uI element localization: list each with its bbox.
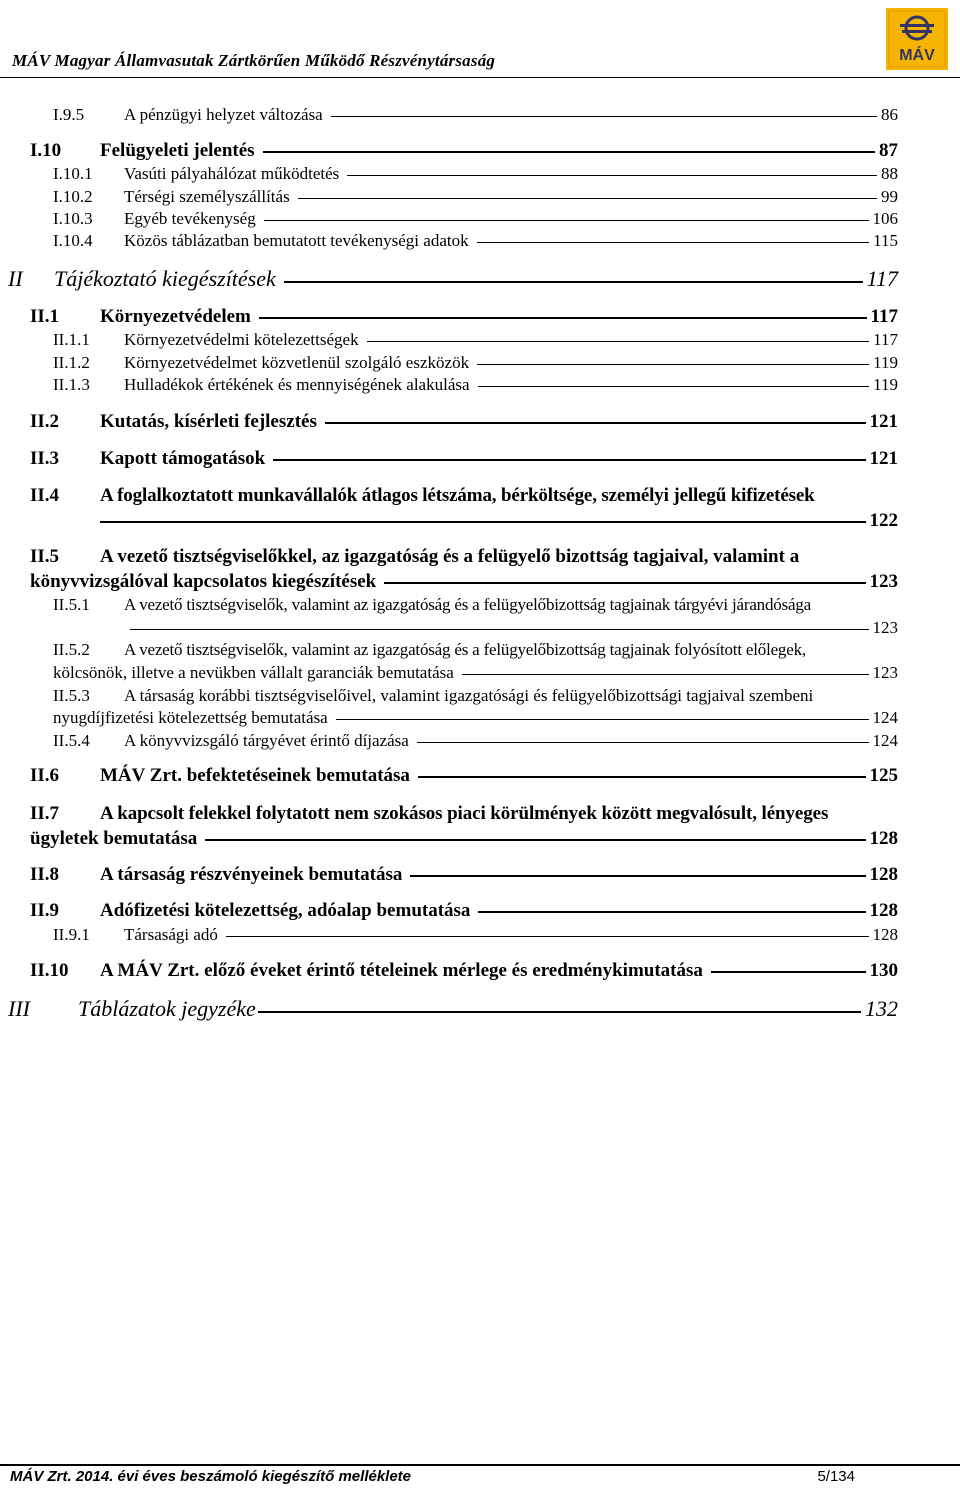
toc-title: A vezető tisztségviselőkkel, az igazgatóság és a felügyelő bizottság tagjaival, valamint a: [100, 546, 800, 567]
toc-leader: [384, 582, 865, 584]
toc-title-continued: kölcsönök, illetve a nevükben vállalt garanciák bemutatása: [53, 663, 454, 682]
toc-page: 128: [869, 828, 898, 849]
toc-page: 128: [872, 925, 898, 944]
toc-number: II.5: [30, 546, 60, 567]
toc-leader: [100, 521, 866, 523]
toc-number: II.7: [30, 803, 60, 824]
toc-page: 128: [869, 900, 898, 921]
toc-entry[interactable]: [53, 353, 898, 373]
toc-number: I.10: [30, 140, 62, 161]
toc-page: 115: [873, 231, 898, 250]
toc-leader: [264, 220, 869, 221]
toc-title: A könyvvizsgáló tárgyévet érintő díjazása: [124, 731, 409, 750]
toc-page: 123: [869, 571, 898, 592]
toc-title: A kapcsolt felekkel folytatott nem szokásos piaci körülmények között megvalósult, lényeges: [100, 803, 829, 824]
toc-entry[interactable]: [30, 306, 898, 328]
toc-leader: [336, 719, 869, 720]
toc-title: MÁV Zrt. befektetéseinek bemutatása: [100, 765, 410, 786]
toc-page: 88: [881, 164, 898, 183]
toc-number: II.8: [30, 864, 60, 885]
toc-number: I.10.2: [53, 187, 93, 206]
toc-entry[interactable]: [53, 925, 898, 945]
toc-title: A MÁV Zrt. előző éveket érintő tételeinek mérlege és eredménykimutatása: [100, 960, 703, 981]
toc-leader: [130, 629, 869, 630]
toc-page: 119: [873, 375, 898, 394]
toc-entry[interactable]: [53, 187, 898, 207]
company-name: MÁV Magyar Államvasutak Zártkörűen Működő Részvénytársaság: [12, 51, 496, 70]
toc-number: II.6: [30, 765, 60, 786]
toc-number: II.4: [30, 485, 60, 506]
toc-entry[interactable]: [53, 231, 898, 251]
toc-leader: [417, 742, 869, 743]
toc-title: Adófizetési kötelezettség, adóalap bemutatása: [100, 900, 471, 921]
toc-number: II.9.1: [53, 925, 90, 944]
toc-title: Táblázatok jegyzéke: [78, 996, 256, 1021]
toc-leader: [711, 971, 866, 973]
toc-entry[interactable]: [30, 960, 898, 982]
toc-title: A társaság részvényeinek bemutatása: [100, 864, 403, 885]
toc-number: II.3: [30, 448, 60, 469]
toc-title: A társaság korábbi tisztségviselőivel, valamint igazgatósági és felügyelőbizottsági tagjaival szembeni: [124, 686, 814, 705]
toc-leader: [273, 459, 865, 461]
toc-leader: [205, 839, 865, 841]
toc-page: 123: [872, 618, 898, 637]
toc-title-continued: könyvvizsgálóval kapcsolatos kiegészítések: [30, 571, 377, 592]
toc-leader: [263, 151, 875, 153]
toc-page: 123: [872, 663, 898, 682]
mav-logo-icon: [886, 8, 948, 70]
toc-leader: [462, 674, 869, 675]
toc-number: II.1.2: [53, 353, 90, 372]
toc-leader: [347, 175, 877, 176]
toc-entry[interactable]: [30, 765, 898, 787]
toc-title: A foglalkoztatott munkavállalók átlagos létszáma, bérköltsége, személyi jellegű kifizetések: [100, 485, 815, 506]
toc-title: Közös táblázatban bemutatott tevékenységi adatok: [124, 231, 469, 250]
toc-title: Egyéb tevékenység: [124, 209, 256, 228]
toc-leader: [418, 776, 866, 778]
toc-leader: [478, 386, 870, 387]
toc-number: II.2: [30, 411, 60, 432]
toc-title: Környezetvédelmet közvetlenül szolgáló eszközök: [124, 353, 470, 372]
toc-page: 121: [869, 411, 898, 432]
toc-leader: [410, 875, 865, 877]
toc-page: 86: [881, 105, 898, 124]
toc-title-continued: ügyletek bemutatása: [30, 828, 198, 849]
toc-number: II.1.3: [53, 375, 90, 394]
toc-number: I.10.4: [53, 231, 93, 250]
toc-page: 119: [873, 353, 898, 372]
toc-leader: [284, 281, 863, 283]
toc-page: 132: [865, 996, 898, 1021]
toc-title: Környezetvédelmi kötelezettségek: [124, 330, 359, 349]
toc-page: 121: [869, 448, 898, 469]
toc-title: A pénzügyi helyzet változása: [124, 105, 323, 124]
toc-number: II.5.4: [53, 731, 90, 750]
toc-page: 117: [870, 306, 898, 327]
toc-leader: [331, 116, 877, 117]
footer-rule: [0, 1464, 960, 1466]
toc-entry[interactable]: [30, 411, 898, 433]
toc-number: I.9.5: [53, 105, 85, 124]
toc-number: I.10.3: [53, 209, 93, 228]
toc-entry[interactable]: [8, 266, 898, 292]
toc-title: A vezető tisztségviselők, valamint az igazgatóság és a felügyelőbizottság tagjainak tárgyévi járandósága: [124, 595, 811, 614]
toc-leader: [477, 242, 870, 243]
toc-number: II.5.2: [53, 640, 90, 659]
toc-page: 122: [869, 510, 898, 531]
toc-leader: [258, 1011, 861, 1013]
toc-number: II.5.1: [53, 595, 90, 614]
toc-page: 130: [869, 960, 898, 981]
toc-title: A vezető tisztségviselők, valamint az igazgatóság és a felügyelőbizottság tagjainak folyósított előlegek,: [124, 640, 806, 659]
toc-entry[interactable]: [30, 140, 898, 162]
toc-page: 87: [879, 140, 898, 161]
toc-entry[interactable]: [30, 864, 898, 886]
toc-title-continued: nyugdíjfizetési kötelezettség bemutatása: [53, 708, 328, 727]
toc-leader: [325, 422, 866, 424]
toc-page: 124: [872, 708, 898, 727]
toc-entry[interactable]: [53, 105, 898, 125]
toc-page: 117: [873, 330, 898, 349]
toc-number: II.10: [30, 960, 69, 981]
toc-entry[interactable]: [53, 330, 898, 350]
toc-leader: [477, 364, 869, 365]
toc-number: II.1.1: [53, 330, 90, 349]
toc-entry[interactable]: [30, 448, 898, 470]
toc-title: Térségi személyszállítás: [124, 187, 290, 206]
toc-entry[interactable]: [8, 996, 898, 1022]
toc-page: 106: [872, 209, 898, 228]
toc-page: 125: [869, 765, 898, 786]
toc-title: Vasúti pályahálózat működtetés: [124, 164, 340, 183]
toc-number: II.5.3: [53, 686, 90, 705]
toc-page: 117: [866, 266, 898, 291]
toc-leader: [478, 911, 865, 913]
toc-entry[interactable]: [53, 375, 898, 395]
footer-page-number: 5/134: [817, 1468, 855, 1485]
toc-title: Környezetvédelem: [100, 306, 251, 327]
toc-title: Társasági adó: [124, 925, 218, 944]
toc-page: 99: [881, 187, 898, 206]
toc-page: 128: [869, 864, 898, 885]
toc-number: II.1: [30, 306, 60, 327]
toc-leader: [259, 317, 867, 319]
toc-number: I.10.1: [53, 164, 93, 183]
header-rule: [0, 77, 960, 78]
toc-number: III: [8, 996, 30, 1021]
toc-leader: [298, 198, 877, 199]
toc-page: 124: [872, 731, 898, 750]
toc-title: Felügyeleti jelentés: [100, 140, 255, 161]
toc-title: Kutatás, kísérleti fejlesztés: [100, 411, 317, 432]
toc-entry[interactable]: [30, 900, 898, 922]
toc-title: Tájékoztató kiegészítések: [54, 266, 276, 291]
footer-title: MÁV Zrt. 2014. évi éves beszámoló kiegészítő melléklete: [10, 1468, 412, 1485]
toc-title: Hulladékok értékének és mennyiségének alakulása: [124, 375, 470, 394]
logo-text: MÁV: [899, 47, 935, 64]
toc-entry[interactable]: [53, 209, 898, 229]
toc-title: Kapott támogatások: [100, 448, 266, 469]
toc-number: II.9: [30, 900, 60, 921]
toc-leader: [367, 341, 870, 342]
toc-leader: [226, 936, 869, 937]
toc-entry[interactable]: [53, 731, 898, 751]
toc-entry[interactable]: [53, 164, 898, 184]
toc-number: II: [8, 266, 23, 291]
